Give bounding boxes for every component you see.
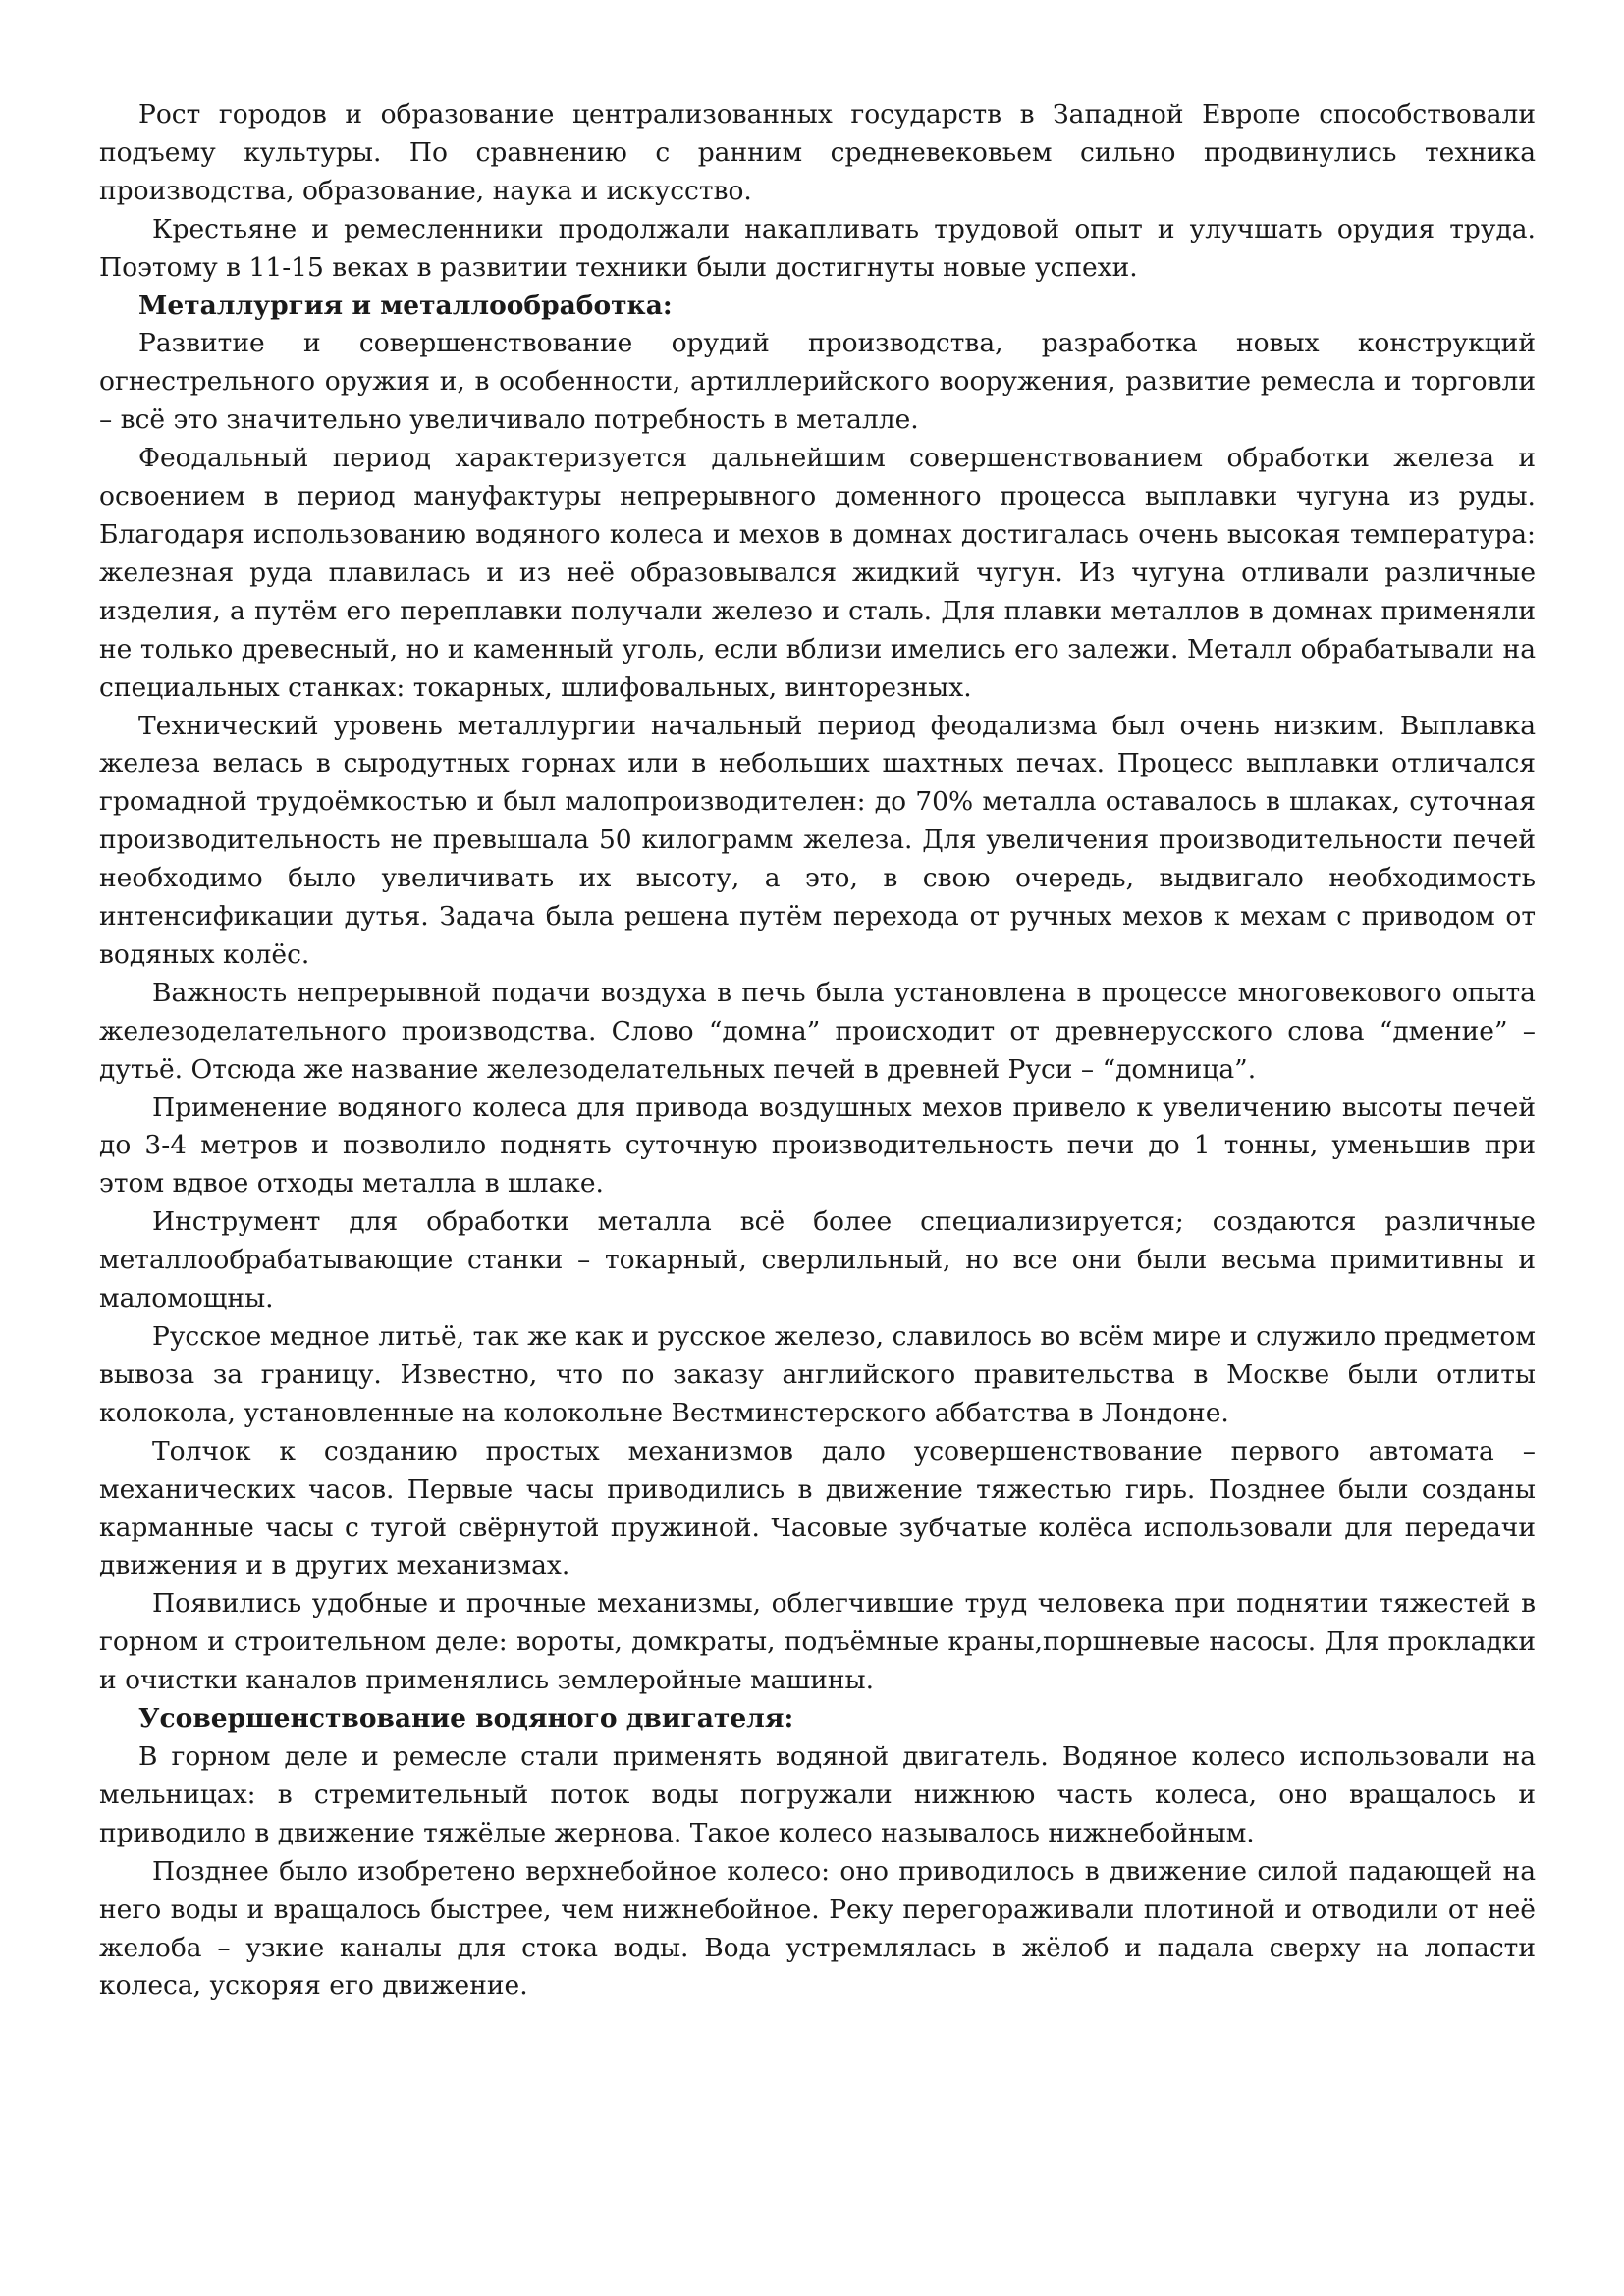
paragraph: Появились удобные и прочные механизмы, облегчившие труд человека при поднятии тяжестей в горном и строительном деле: вороты, домкраты, подъёмные краны,поршневые насосы. Для прокладки и очистки каналов применялись землеройные машины. xyxy=(99,1588,1536,1696)
paragraph: Инструмент для обработки металла всё более специализируется; создаются различные металлообрабатывающие станки – токарный, сверлильный, но все они были весьма примитивны и маломощны. xyxy=(99,1206,1536,1314)
paragraph: Толчок к созданию простых механизмов дало усовершенствование первого автомата – механических часов. Первые часы приводились в движение тяжестью гирь. Позднее были созданы карманные часы с тугой свёрнутой пружиной. Часовые зубчатые колёса использовали для передачи движения и в других механизмах. xyxy=(99,1435,1536,1581)
section-heading: Усовершенствование водяного двигателя: xyxy=(138,1703,794,1735)
paragraph: Развитие и совершенствование орудий производства, разработка новых конструкций огнестрельного оружия и, в особенности, артиллерийского вооружения, развитие ремесла и торговли – всё это значительно увеличивало потребность в металле. xyxy=(99,328,1536,436)
paragraph: Технический уровень металлургии начальный период феодализма был очень низким. Выплавка железа велась в сыродутных горнах или в небольших шахтных печах. Процесс выплавки отличался громадной трудоёмкостью и был малопроизводителен: до 70% металла оставалось в шлаках, суточная производительность не превышала 50 килограмм железа. Для увеличения производительности печей необходимо было увеличивать их высоту, а это, в свою очередь, выдвигало необходимость интенсификации дутья. Задача была решена путём перехода от ручных мехов к мехам с приводом от водяных колёс. xyxy=(99,710,1536,970)
paragraph: Применение водяного колеса для привода воздушных мехов привело к увеличению высоты печей до 3-4 метров и позволило поднять суточную производительность печи до 1 тонны, уменьшив при этом вдвое отходы металла в шлаке. xyxy=(99,1092,1536,1200)
paragraph: Феодальный период характеризуется дальнейшим совершенствованием обработки железа и освоением в период мануфактуры непрерывного доменного процесса выплавки чугуна из руды. Благодаря использованию водяного колеса и мехов в домнах достигалась очень высокая температура: железная руда плавилась и из неё образовывался жидкий чугун. Из чугуна отливали различные изделия, а путём его переплавки получали железо и сталь. Для плавки металлов в домнах применяли не только древесный, но и каменный уголь, если вблизи имелись его залежи. Металл обрабатывали на специальных станках: токарных, шлифовальных, винторезных. xyxy=(99,443,1536,703)
paragraph: Русское медное литьё, так же как и русское железо, славилось во всём мире и служило предметом вывоза за границу. Известно, что по заказу английского правительства в Москве были отлиты колокола, установленные на колокольне Вестминстерского аббатства в Лондоне. xyxy=(99,1321,1536,1428)
paragraph: Крестьяне и ремесленники продолжали накапливать трудовой опыт и улучшать орудия труда. Поэтому в 11-15 веках в развитии техники были достигнуты новые успехи. xyxy=(99,213,1536,283)
paragraph: В горном деле и ремесле стали применять водяной двигатель. Водяное колесо использовали на мельницах: в стремительный поток воды погружали нижнюю часть колеса, оно вращалось и приводило в движение тяжёлые жернова. Такое колесо называлось нижнебойным. xyxy=(99,1740,1536,1848)
paragraph: Важность непрерывной подачи воздуха в печь была установлена в процессе многовекового опыта железоделательного производства. Слово “домна” происходит от древнерусского слова “дмение” – дутьё. Отсюда же название железоделательных печей в древней Руси – “домница”. xyxy=(99,977,1536,1085)
paragraph: Рост городов и образование централизованных государств в Западной Европе способствовали подъему культуры. По сравнению с ранним средневековьем сильно продвинулись техника производства, образование, наука и искусство. xyxy=(99,99,1536,206)
paragraph: Позднее было изобретено верхнебойное колесо: оно приводилось в движение силой падающей на него воды и вращалось быстрее, чем нижнебойное. Реку перегораживали плотиной и отводили от неё желоба – узкие каналы для стока воды. Вода устремлялась в жёлоб и падала сверху на лопасти колеса, ускоряя его движение. xyxy=(99,1855,1536,2002)
document-body xyxy=(99,96,1536,2005)
section-heading: Металлургия и металлообработка: xyxy=(138,290,673,321)
